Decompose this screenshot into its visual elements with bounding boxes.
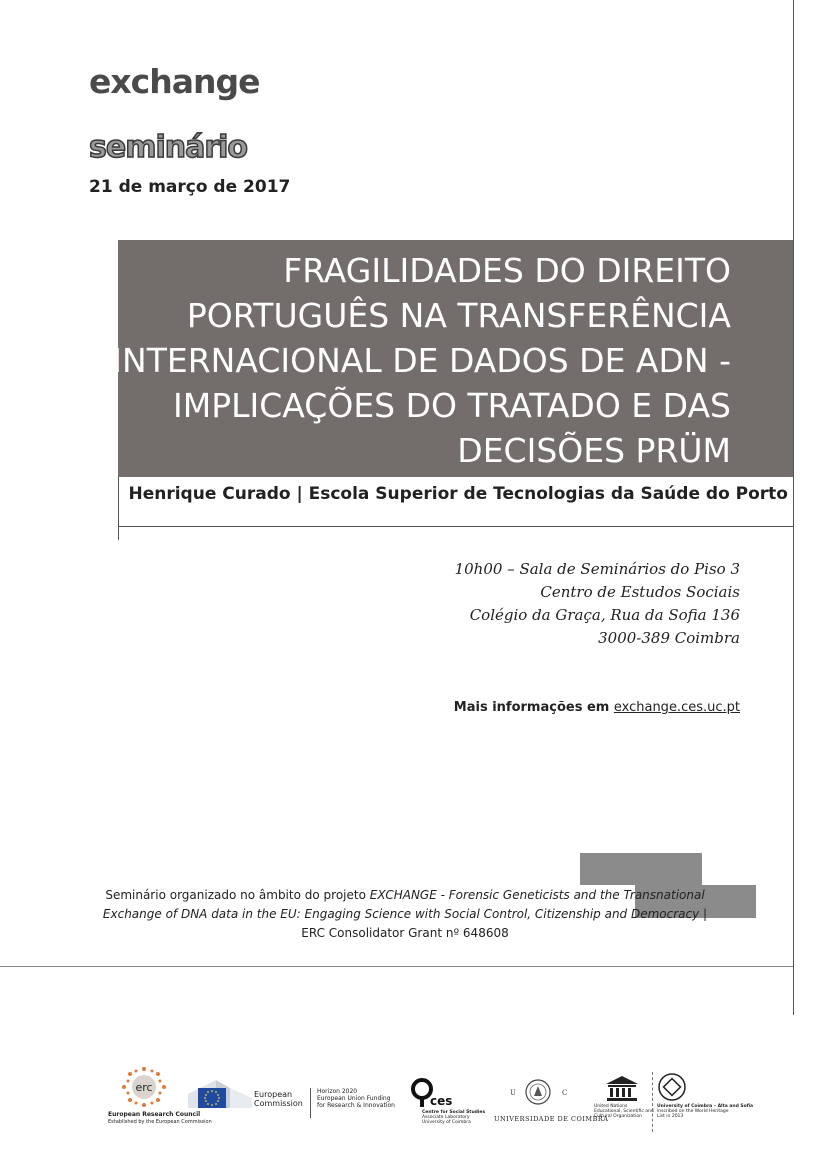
world-heritage-logo	[652, 1072, 754, 1132]
whs-line3: List in 2013	[657, 1114, 684, 1119]
footer-part1: Seminário organizado no âmbito do projeto	[105, 888, 370, 902]
footer-divider	[0, 966, 793, 967]
ces-mark-text: ces	[430, 1094, 453, 1108]
more-info-link[interactable]: exchange.ces.uc.pt	[613, 700, 740, 715]
horizon-2020-logo	[310, 1088, 406, 1118]
speaker-underline	[118, 526, 793, 527]
svg-text:C: C	[562, 1089, 568, 1097]
title-line: INTERNACIONAL DE DADOS DE ADN -	[112, 341, 731, 380]
ces-line2: Associate Laboratory	[422, 1115, 470, 1120]
venue-block	[300, 558, 740, 650]
unesco-line2: Educational, Scientific and	[594, 1109, 654, 1114]
speaker-line: Henrique Curado | Escola Superior de Tecnologias da Saúde do Porto	[128, 484, 788, 504]
uc-seal-icon	[490, 1076, 586, 1112]
venue-line: 10h00 – Sala de Seminários do Piso 3	[454, 560, 740, 578]
ec-line1: European	[254, 1090, 293, 1099]
ces-logo	[410, 1077, 486, 1127]
ces-line1: Centre for Social Studies	[422, 1110, 486, 1115]
brand-exchange: exchange	[89, 62, 260, 101]
unesco-temple-icon	[602, 1074, 642, 1102]
title-line: PORTUGUÊS NA TRANSFERÊNCIA	[186, 296, 731, 335]
talk-title	[111, 248, 731, 473]
ec-line2: Commission	[254, 1099, 303, 1108]
venue-line: Colégio da Graça, Rua da Sofia 136	[469, 606, 740, 624]
venue-line: 3000-389 Coimbra	[598, 629, 740, 647]
svg-text:U: U	[510, 1089, 516, 1097]
european-commission-logo	[186, 1076, 304, 1116]
ces-mark-icon	[410, 1077, 453, 1109]
right-border-line	[793, 0, 794, 1015]
h2020-line2: European Union Funding	[317, 1095, 391, 1102]
title-line: FRAGILIDADES DO DIREITO	[283, 251, 731, 290]
more-info-label: Mais informações em	[453, 700, 610, 715]
h2020-line3: for Research & Innovation	[317, 1102, 395, 1109]
universidade-coimbra-logo	[490, 1076, 609, 1126]
whs-line2: inscribed on the World Heritage	[657, 1109, 729, 1114]
event-date: 21 de março de 2017	[89, 177, 291, 197]
venue-line: Centro de Estudos Sociais	[540, 583, 740, 601]
world-heritage-emblem-icon	[657, 1072, 687, 1102]
more-info	[300, 700, 740, 715]
unesco-line1: United Nations	[594, 1104, 628, 1109]
h2020-line1: Horizon 2020	[317, 1088, 358, 1095]
erc-name: European Research Council	[108, 1111, 201, 1118]
uc-name: UNIVERSIDADE DE COIMBRA	[494, 1115, 609, 1123]
erc-mark-icon	[108, 1065, 180, 1109]
footer-project: EXCHANGE - Forensic Geneticists and the Transnational Exchange of DNA data in the EU: Engaging Science with Social Control, Citizenship and Democracy	[102, 888, 705, 921]
erc-mark-text: erc	[135, 1081, 153, 1094]
unesco-line3: Cultural Organization	[594, 1114, 642, 1119]
footer-part2: | ERC Consolidator Grant nº 648608	[301, 907, 708, 940]
title-line: DECISÕES PRÜM	[457, 431, 731, 470]
title-box	[112, 240, 793, 477]
whs-line1: University of Coimbra – Alta and Sofia	[657, 1104, 754, 1109]
footer-note	[100, 886, 710, 943]
title-line: IMPLICAÇÕES DO TRATADO E DAS	[173, 386, 731, 425]
unesco-logo	[594, 1074, 654, 1130]
ec-building-icon	[186, 1076, 256, 1112]
grey-block-upper	[580, 853, 702, 885]
erc-sub: Established by the European Commission	[108, 1119, 212, 1125]
ces-line3: University of Coimbra	[422, 1120, 471, 1125]
erc-logo	[108, 1065, 212, 1125]
brand-seminario: seminário	[89, 130, 248, 165]
